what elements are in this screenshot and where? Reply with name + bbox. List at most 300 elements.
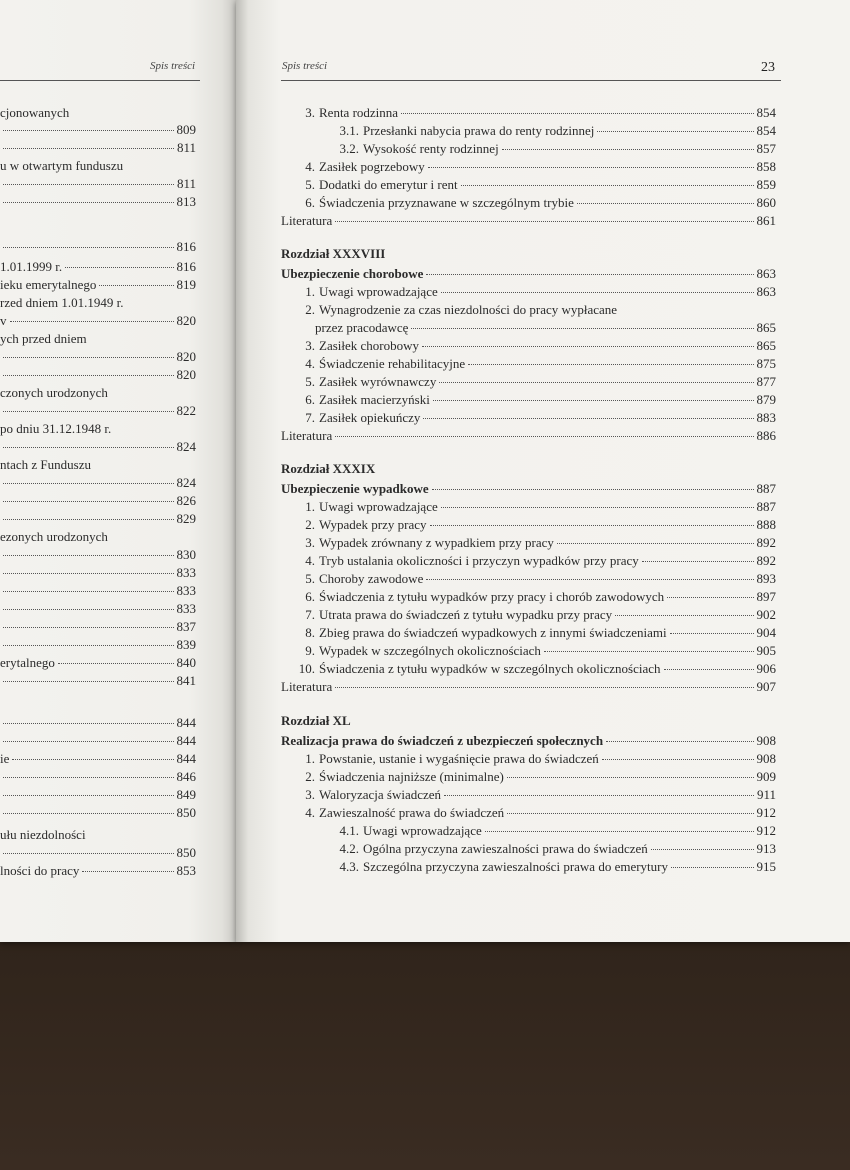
left-toc-line [0, 294, 196, 312]
left-toc-line [0, 456, 196, 474]
chapter-title: Realizacja prawa do świadczeń z ubezpieczeń społecznych [281, 733, 604, 748]
left-toc-line [0, 438, 196, 456]
toc-entry-label [281, 534, 554, 552]
toc-page-number: 913 [756, 841, 776, 856]
toc-entry-number: 5. [305, 374, 315, 389]
toc-entry-label [281, 660, 661, 678]
toc-entry-text: Świadczenia z tytułu wypadków w szczególnych okolicznościach [319, 661, 661, 676]
toc-entry-label [281, 104, 398, 122]
toc-entry-text: Uwagi wprowadzające [319, 499, 438, 514]
toc-entry-label [333, 140, 499, 158]
right-header-rule [281, 80, 781, 81]
left-toc-line [0, 732, 196, 750]
left-toc-page-number: 841 [176, 673, 196, 688]
left-toc-text: v [0, 313, 7, 328]
dot-leader [10, 321, 174, 322]
toc-page-number: 860 [756, 195, 776, 210]
dot-leader [3, 555, 174, 556]
dot-leader [3, 411, 174, 412]
toc-entry-number: 10. [298, 661, 315, 676]
dot-leader [12, 759, 173, 760]
toc-page-number: 888 [756, 517, 776, 532]
toc-entry [281, 283, 776, 301]
dot-leader [401, 113, 753, 114]
toc-entry [281, 534, 776, 552]
toc-entry [281, 391, 776, 409]
toc-entry-number: 9. [305, 643, 315, 658]
toc-page-number: 907 [756, 679, 776, 694]
left-toc-page-number: 829 [176, 511, 196, 526]
dot-leader [433, 400, 754, 401]
toc-entry-label [281, 283, 438, 301]
toc-entry [281, 355, 776, 373]
left-toc-text: ezonych urodzonych [0, 529, 108, 544]
dot-leader [99, 285, 173, 286]
toc-entry [281, 176, 776, 194]
toc-entry-text: Świadczenie rehabilitacyjne [319, 356, 466, 371]
dot-leader [3, 184, 174, 185]
left-toc-page-number: 844 [176, 751, 196, 766]
toc-entry-number: 3. [305, 105, 315, 120]
toc-page-number: 854 [756, 105, 776, 120]
left-toc-page-number: 850 [176, 805, 196, 820]
dot-leader [3, 681, 174, 682]
dot-leader [3, 148, 174, 149]
chapter-heading: Rozdział XL [281, 713, 351, 728]
toc-entry [281, 498, 776, 516]
toc-entry [281, 319, 776, 337]
toc-entry-text: Utrata prawa do świadczeń z tytułu wypadku przy pracy [319, 607, 613, 622]
toc-page-number: 893 [756, 571, 776, 586]
toc-entry [281, 786, 776, 804]
left-toc-line [0, 312, 196, 330]
dot-leader [444, 795, 754, 796]
toc-entry-label [281, 606, 612, 624]
left-toc-line [0, 330, 196, 348]
chapter-title-line [281, 265, 776, 283]
dot-leader [423, 418, 753, 419]
toc-page-number: 861 [756, 213, 776, 228]
toc-page-number: 911 [756, 787, 776, 802]
toc-entry-label [281, 498, 438, 516]
toc-entry-number: 4.1. [339, 823, 359, 838]
toc-entry-text: Zasiłek opiekuńczy [319, 410, 421, 425]
left-toc-page-number: 816 [176, 259, 196, 274]
toc-entry [281, 804, 776, 822]
toc-entry-number: 5. [305, 177, 315, 192]
toc-page-number: 883 [756, 410, 776, 425]
toc-page-number: 858 [756, 159, 776, 174]
left-toc-page-number: 811 [176, 176, 196, 191]
toc-entry-label [281, 176, 458, 194]
toc-entry-label [281, 158, 425, 176]
dot-leader [3, 519, 174, 520]
dot-leader [428, 167, 754, 168]
dot-leader [3, 627, 174, 628]
dot-leader [335, 436, 753, 437]
toc-entry-label [281, 337, 419, 355]
dot-leader [544, 651, 754, 652]
left-toc-page-number: 824 [176, 475, 196, 490]
toc-page-number: 892 [756, 535, 776, 550]
dot-leader [335, 687, 753, 688]
toc-entry-text: Uwagi wprowadzające [363, 823, 482, 838]
left-toc-page-number: 833 [176, 583, 196, 598]
left-toc-line [0, 636, 196, 654]
right-page [236, 0, 850, 942]
chapter-title-line [281, 480, 776, 498]
toc-entry [281, 427, 776, 445]
toc-entry-text: Przesłanki nabycia prawa do renty rodzinnej [363, 123, 595, 138]
dot-leader [502, 149, 754, 150]
left-toc-line [0, 546, 196, 564]
toc-page-number: 908 [756, 751, 776, 766]
left-toc-page-number: 833 [176, 601, 196, 616]
toc-entry-text: Choroby zawodowe [319, 571, 424, 586]
dot-leader [422, 346, 753, 347]
toc-entry-number: 4. [305, 356, 315, 371]
dot-leader [3, 501, 174, 502]
chapter-title: Ubezpieczenie wypadkowe [281, 481, 429, 496]
toc-entry [281, 570, 776, 588]
left-toc-line [0, 714, 196, 732]
left-header-rule [0, 80, 200, 81]
left-toc-page-number: 816 [176, 239, 196, 254]
toc-page-number: 865 [756, 320, 776, 335]
dot-leader [3, 130, 174, 131]
toc-entry-label [333, 122, 594, 140]
dot-leader [3, 357, 174, 358]
dot-leader [671, 867, 754, 868]
toc-page-number: 906 [756, 661, 776, 676]
toc-entry-number: 7. [305, 607, 315, 622]
dot-leader [3, 777, 174, 778]
toc-entry-text: Uwagi wprowadzające [319, 284, 438, 299]
toc-entry-text: Zasiłek chorobowy [319, 338, 420, 353]
left-toc-line [0, 193, 196, 211]
left-toc-page-number: 844 [176, 715, 196, 730]
toc-entry-label [281, 552, 639, 570]
toc-entry-label [281, 768, 504, 786]
dot-leader [507, 777, 754, 778]
toc-entry-label [281, 786, 441, 804]
dot-leader [468, 364, 753, 365]
toc-entry-text: Świadczenia najniższe (minimalne) [319, 769, 504, 784]
left-toc-line [0, 600, 196, 618]
toc-page-number: 859 [756, 177, 776, 192]
toc-entry-label [281, 194, 574, 212]
toc-entry-label [281, 391, 430, 409]
dot-leader [335, 221, 753, 222]
toc-entry [281, 750, 776, 768]
left-toc-page-number: 809 [176, 122, 196, 137]
toc-entry-label [281, 301, 617, 319]
left-toc-line [0, 618, 196, 636]
dot-leader [430, 525, 754, 526]
dot-leader [65, 267, 173, 268]
toc-entry-number: 3.1. [339, 123, 359, 138]
left-toc-text: rzed dniem 1.01.1949 r. [0, 295, 124, 310]
toc-entry-label [281, 750, 599, 768]
page-number: 23 [761, 60, 775, 75]
left-toc-line [0, 510, 196, 528]
toc-entry [281, 588, 776, 606]
toc-entry-text: Literatura [281, 679, 333, 694]
toc-entry-number: 8. [305, 625, 315, 640]
toc-entry-number: 1. [305, 751, 315, 766]
toc-entry-text: Dodatki do emerytur i rent [319, 177, 458, 192]
toc-entry-text: Powstanie, ustanie i wygaśnięcie prawa do świadczeń [319, 751, 599, 766]
chapter-title: Ubezpieczenie chorobowe [281, 266, 424, 281]
toc-entry-number: 3. [305, 338, 315, 353]
toc-entry-text: Zasiłek wyrównawczy [319, 374, 437, 389]
toc-entry-number: 6. [305, 392, 315, 407]
toc-entry [281, 858, 776, 876]
toc-entry-label [281, 516, 427, 534]
toc-page-number: 915 [756, 859, 776, 874]
dot-leader [577, 203, 754, 204]
toc-entry-number: 7. [305, 410, 315, 425]
toc-entry-number: 1. [305, 284, 315, 299]
toc-entry-text: Ogólna przyczyna zawieszalności prawa do świadczeń [363, 841, 648, 856]
toc-entry-label [281, 409, 420, 427]
left-toc-line [0, 844, 196, 862]
toc-entry [281, 212, 776, 230]
chapter-heading: Rozdział XXXIX [281, 461, 376, 476]
toc-entry-number: 6. [305, 589, 315, 604]
left-toc-page-number: 837 [176, 619, 196, 634]
left-toc-text: ie [0, 751, 10, 766]
toc-entry [281, 301, 776, 319]
toc-entry-label [333, 840, 648, 858]
toc-entry [281, 660, 776, 678]
left-toc-line [0, 121, 196, 139]
toc-entry [281, 840, 776, 858]
left-toc-line [0, 384, 196, 402]
chapter-title-line [281, 732, 776, 750]
dot-leader [602, 759, 754, 760]
dot-leader [642, 561, 754, 562]
left-toc-line [0, 750, 196, 768]
toc-entry-label [333, 822, 482, 840]
toc-entry [281, 194, 776, 212]
dot-leader [3, 202, 174, 203]
toc-entry [281, 409, 776, 427]
left-running-head: Spis treści [150, 60, 196, 72]
toc-page-number: 863 [756, 284, 776, 299]
left-toc-line [0, 157, 196, 175]
dot-leader [597, 131, 753, 132]
dot-leader [426, 274, 753, 275]
toc-entry-label [281, 427, 332, 445]
toc-entry-number: 4. [305, 159, 315, 174]
dot-leader [3, 573, 174, 574]
toc-entry-label [281, 212, 332, 230]
toc-entry-text: Renta rodzinna [319, 105, 399, 120]
dot-leader [3, 483, 174, 484]
toc-entry-number: 3. [305, 787, 315, 802]
left-toc-line [0, 492, 196, 510]
dot-leader [432, 489, 754, 490]
left-toc-line [0, 258, 196, 276]
toc-entry-text: przez pracodawcę [315, 320, 409, 335]
toc-page-number: 904 [756, 625, 776, 640]
toc-entry [281, 768, 776, 786]
toc-entry [281, 122, 776, 140]
left-toc-page-number: 850 [176, 845, 196, 860]
toc-entry-label [281, 570, 423, 588]
left-toc-page-number: 844 [176, 733, 196, 748]
toc-entry-number: 6. [305, 195, 315, 210]
toc-entry [281, 606, 776, 624]
left-toc-text: cjonowanych [0, 105, 70, 120]
left-toc-page-number: 820 [176, 313, 196, 328]
left-toc-line [0, 862, 196, 880]
left-toc-line [0, 564, 196, 582]
left-page [0, 0, 236, 942]
left-toc-text: u w otwartym funduszu [0, 158, 124, 173]
toc-entry [281, 678, 776, 696]
left-toc-line [0, 238, 196, 256]
left-toc-line [0, 348, 196, 366]
left-toc-page-number: 846 [176, 769, 196, 784]
left-toc-page-number: 820 [176, 367, 196, 382]
dot-leader [3, 645, 174, 646]
toc-page-number: 879 [756, 392, 776, 407]
left-toc-line [0, 786, 196, 804]
dot-leader [3, 853, 174, 854]
dot-leader [615, 615, 753, 616]
toc-entry-label [315, 319, 408, 337]
toc-entry-label [281, 642, 541, 660]
left-toc-line [0, 768, 196, 786]
dot-leader [426, 579, 753, 580]
toc-entry-text: Wypadek zrównany z wypadkiem przy pracy [319, 535, 554, 550]
toc-entry [281, 373, 776, 391]
toc-entry-label [281, 678, 332, 696]
dot-leader [461, 185, 754, 186]
dot-leader [485, 831, 754, 832]
toc-page-number: 887 [756, 481, 776, 496]
toc-entry-text: Literatura [281, 213, 333, 228]
left-toc-line [0, 528, 196, 546]
toc-entry-number: 4. [305, 805, 315, 820]
left-toc-text: po dniu 31.12.1948 r. [0, 421, 112, 436]
dot-leader [507, 813, 753, 814]
left-toc-page-number: 819 [176, 277, 196, 292]
dot-leader [439, 382, 753, 383]
toc-entry [281, 624, 776, 642]
dot-leader [3, 247, 174, 248]
toc-entry-number: 4.2. [339, 841, 359, 856]
toc-page-number: 857 [756, 141, 776, 156]
toc-entry-number: 4.3. [339, 859, 359, 874]
toc-entry-text: Wysokość renty rodzinnej [363, 141, 499, 156]
toc-page-number: 912 [756, 805, 776, 820]
toc-entry-number: 5. [305, 571, 315, 586]
dot-leader [441, 507, 754, 508]
dot-leader [3, 741, 174, 742]
toc-entry-text: Zbieg prawa do świadczeń wypadkowych z innymi świadczeniami [319, 625, 667, 640]
left-toc-text: ntach z Funduszu [0, 457, 91, 472]
left-toc-line [0, 366, 196, 384]
left-toc-page-number: 833 [176, 565, 196, 580]
left-toc-page-number: 830 [176, 547, 196, 562]
toc-entry-number: 2. [305, 302, 315, 317]
left-toc-line [0, 582, 196, 600]
dot-leader [3, 375, 174, 376]
left-toc-page-number: 811 [176, 140, 196, 155]
toc-entry-text: Wypadek w szczególnych okolicznościach [319, 643, 541, 658]
left-toc-page-number: 822 [176, 403, 196, 418]
toc-page-number: 909 [756, 769, 776, 784]
left-toc-line [0, 276, 196, 294]
toc-page-number: 886 [756, 428, 776, 443]
chapter-heading: Rozdział XXXVIII [281, 246, 386, 261]
dot-leader [3, 447, 174, 448]
left-toc-line [0, 672, 196, 690]
dot-leader [3, 813, 174, 814]
left-toc-text: czonych urodzonych [0, 385, 108, 400]
toc-entry [281, 104, 776, 122]
toc-page-number: 865 [756, 338, 776, 353]
toc-entry [281, 516, 776, 534]
toc-entry-number: 3.2. [339, 141, 359, 156]
left-toc-text: ułu niezdolności [0, 827, 86, 842]
toc-entry-label [281, 355, 465, 373]
dot-leader [651, 849, 754, 850]
toc-entry-text: Zasiłek macierzyński [319, 392, 430, 407]
toc-entry-label [281, 588, 664, 606]
left-toc-page-number: 820 [176, 349, 196, 364]
toc-page-number: 912 [756, 823, 776, 838]
left-toc-text: lności do pracy [0, 863, 80, 878]
toc-page-number: 887 [756, 499, 776, 514]
toc-entry-text: Świadczenia przyznawane w szczególnym trybie [319, 195, 574, 210]
toc-entry-label [333, 858, 668, 876]
left-toc-line [0, 175, 196, 193]
toc-entry-number: 1. [305, 499, 315, 514]
left-toc-page-number: 813 [176, 194, 196, 209]
dot-leader [58, 663, 174, 664]
dot-leader [82, 871, 173, 872]
left-toc-text: ieku emerytalnego [0, 277, 97, 292]
left-toc-text: 1.01.1999 r. [0, 259, 63, 274]
left-toc-page-number: 849 [176, 787, 196, 802]
left-toc-line [0, 139, 196, 157]
dot-leader [3, 795, 174, 796]
dot-leader [606, 741, 753, 742]
dot-leader [411, 328, 753, 329]
dot-leader [557, 543, 754, 544]
toc-entry-text: Świadczenia z tytułu wypadków przy pracy i chorób zawodowych [319, 589, 665, 604]
left-toc-page-number: 853 [176, 863, 196, 878]
toc-entry-text: Zawieszalność prawa do świadczeń [319, 805, 505, 820]
toc-entry-label [281, 373, 436, 391]
left-toc-line [0, 474, 196, 492]
left-toc-text: ych przed dniem [0, 331, 87, 346]
left-toc-line [0, 104, 196, 122]
toc-page-number: 854 [756, 123, 776, 138]
dot-leader [3, 591, 174, 592]
toc-page-number: 892 [756, 553, 776, 568]
toc-page-number: 905 [756, 643, 776, 658]
left-toc-page-number: 839 [176, 637, 196, 652]
dot-leader [664, 669, 754, 670]
dot-leader [667, 597, 753, 598]
toc-entry-number: 4. [305, 553, 315, 568]
toc-entry-number: 3. [305, 535, 315, 550]
